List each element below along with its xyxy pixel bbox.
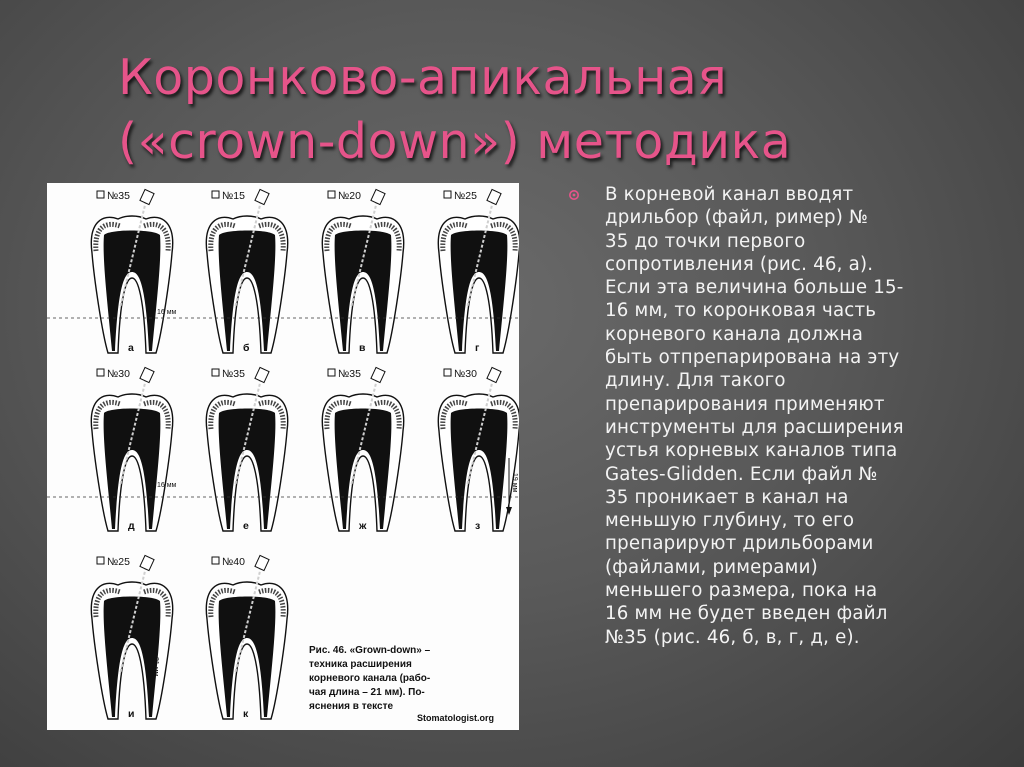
body-text-line: Gates-Glidden. Если файл № [605,463,878,485]
body-text-line: быть отпрепарирована на эту [605,347,900,369]
measure-label-16mm: 16 мм [157,309,177,316]
slide-title [118,46,998,174]
bullet-ring-icon [568,189,580,201]
figure-caption: Рис. 46. «Grown-down» – [309,645,431,656]
figure-letter: г [475,342,480,354]
file-size-label: №40 [222,556,245,568]
body-text-line: корневого канала должна [605,323,864,345]
body-text-line: 16 мм не будет введен файл [605,603,888,625]
figure-letter: и [128,708,135,720]
body-text-line: меньшего размера, пока на [605,580,878,602]
measure-label-21mm: 21 мм [152,657,159,677]
body-text-line: 35 до точки первого [605,230,806,252]
figure-credit: Stomatologist.org [417,713,494,723]
figure-letter: к [243,708,249,720]
tooth-diagram [206,189,287,354]
body-text-line: препарируют дрильборами [605,533,874,555]
body-text-line: В корневой канал вводят [605,184,854,205]
body-text-line: №35 (рис. 46, б, в, г, д, е). [605,626,860,648]
figure-letter: е [243,520,249,532]
body-text-line: препарирования применяют [605,393,885,415]
body-text-line: дрильбор (файл, ример) № [605,207,869,229]
tooth-diagram [91,189,172,354]
body-text-line: Если эта величина больше 15- [605,277,904,299]
body-text-line: длину. Для такого [605,370,786,392]
body-paragraph [605,183,988,649]
tooth-diagram [206,367,287,532]
tooth-diagram [322,189,403,354]
figure-letter: в [359,342,366,354]
body-text-line: 35 проникает в канал на [605,486,849,508]
file-size-label: №25 [454,190,477,202]
file-size-label: №25 [107,556,130,568]
body-text-line: устья корневых каналов типа [605,440,898,462]
slide-title-line: («crown-down») методика [118,113,792,170]
file-size-label: №35 [338,368,361,380]
figure-caption: корневого канала (рабо- [309,673,431,684]
tooth-diagram [91,555,172,720]
file-size-label: №30 [107,368,130,380]
file-size-label: №35 [107,190,130,202]
body-text-line: 16 мм, то коронковая часть [605,300,877,322]
body-text-block [568,183,988,649]
tooth-figure [47,183,519,730]
file-size-label: №30 [454,368,477,380]
figure-caption: яснения в тексте [309,701,394,712]
tooth-diagram [438,189,519,354]
body-text-line: (файлами, римерами) [605,556,818,578]
slide-title-line: Коронково-апикальная [118,49,728,106]
file-size-label: №15 [222,190,245,202]
body-text-line: инструменты для расширения [605,416,904,438]
measure-label-19mm: 19 мм [511,473,518,493]
tooth-diagram [91,367,172,532]
figure-letter: б [243,342,250,354]
file-size-label: №20 [338,190,361,202]
figure-caption: чая длина – 21 мм). По- [309,687,425,698]
figure-letter: з [475,520,481,532]
file-size-label: №35 [222,368,245,380]
figure-letter: ж [359,520,367,532]
figure-caption: техника расширения [309,659,412,670]
tooth-diagram [206,555,287,720]
body-text-line: меньшую глубину, то его [605,510,855,532]
measure-label-16mm: 16 мм [157,482,177,489]
body-text-line: сопротивления (рис. 46, а). [605,253,874,275]
figure-letter: д [128,520,135,532]
tooth-diagram [322,367,403,532]
tooth-figure-drawing [47,183,519,730]
figure-letter: а [128,342,134,354]
